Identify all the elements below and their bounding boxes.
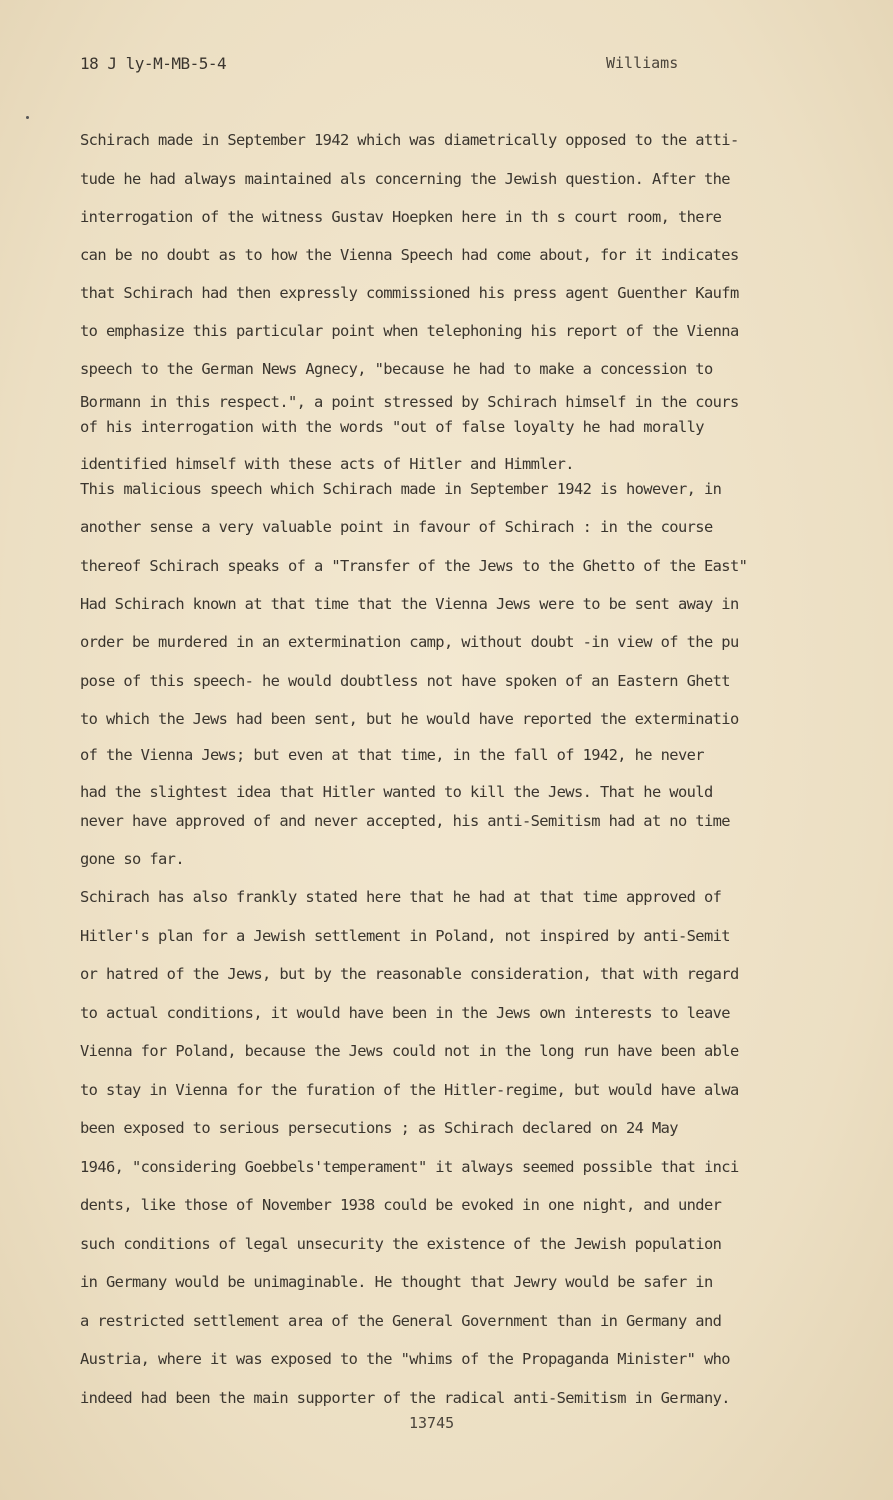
text-line: Vienna for Poland, because the Jews could not in the long run have been able xyxy=(80,1042,739,1060)
text-line: speech to the German News Agnecy, "because he had to make a concession to xyxy=(80,360,713,378)
text-line: such conditions of legal unsecurity the existence of the Jewish population xyxy=(80,1235,722,1253)
text-line: to emphasize this particular point when telephoning his report of the Vienna xyxy=(80,322,739,340)
text-line: can be no doubt as to how the Vienna Speech had come about, for it indicates xyxy=(80,246,739,264)
text-line: Hitler's plan for a Jewish settlement in Poland, not inspired by anti-Semit xyxy=(80,927,730,945)
text-line: been exposed to serious persecutions ; as Schirach declared on 24 May xyxy=(80,1119,678,1137)
text-line: Austria, where it was exposed to the "whims of the Propaganda Minister" who xyxy=(80,1350,730,1368)
text-line: pose of this speech- he would doubtless not have spoken of an Eastern Ghett xyxy=(80,672,730,690)
text-line: interrogation of the witness Gustav Hoepken here in th s court room, there xyxy=(80,208,722,226)
text-line: indeed had been the main supporter of the radical anti-Semitism in Germany. xyxy=(80,1389,730,1407)
text-line: of his interrogation with the words "out of false loyalty he had morally xyxy=(80,418,704,436)
text-line: dents, like those of November 1938 could be evoked in one night, and under xyxy=(80,1196,722,1214)
text-line: Schirach made in September 1942 which was diametrically opposed to the atti- xyxy=(80,131,739,149)
text-line: tude he had always maintained als concerning the Jewish question. After the xyxy=(80,170,730,188)
text-line: Schirach has also frankly stated here that he had at that time approved of xyxy=(80,888,722,906)
text-line: to which the Jews had been sent, but he would have reported the exterminatio xyxy=(80,710,739,728)
text-line: identified himself with these acts of Hitler and Himmler. xyxy=(80,455,574,473)
margin-mark xyxy=(26,116,29,119)
text-line: that Schirach had then expressly commissioned his press agent Guenther Kaufm xyxy=(80,284,739,302)
text-line: to stay in Vienna for the furation of the Hitler-regime, but would have alwa xyxy=(80,1081,739,1099)
text-line: Bormann in this respect.", a point stressed by Schirach himself in the cours xyxy=(80,393,739,411)
text-line: Had Schirach known at that time that the Vienna Jews were to be sent away in xyxy=(80,595,739,613)
text-line: in Germany would be unimaginable. He thought that Jewry would be safer in xyxy=(80,1273,713,1291)
text-line: to actual conditions, it would have been in the Jews own interests to leave xyxy=(80,1004,730,1022)
text-line: thereof Schirach speaks of a "Transfer of the Jews to the Ghetto of the East" xyxy=(80,557,748,575)
text-line: This malicious speech which Schirach made in September 1942 is however, in xyxy=(80,480,722,498)
speaker-name: Williams xyxy=(606,54,679,72)
text-line: of the Vienna Jews; but even at that time, in the fall of 1942, he never xyxy=(80,746,704,764)
text-line: gone so far. xyxy=(80,850,184,868)
text-line: or hatred of the Jews, but by the reasonable consideration, that with regard xyxy=(80,965,739,983)
page-number: 13745 xyxy=(409,1414,455,1432)
text-line: never have approved of and never accepted, his anti-Semitism had at no time xyxy=(80,812,730,830)
text-line: another sense a very valuable point in favour of Schirach : in the course xyxy=(80,518,713,536)
document-reference: 18 J ly-M-MB-5-4 xyxy=(80,54,227,73)
text-line: had the slightest idea that Hitler wanted to kill the Jews. That he would xyxy=(80,783,713,801)
text-line: order be murdered in an extermination camp, without doubt -in view of the pu xyxy=(80,633,739,651)
text-line: a restricted settlement area of the General Government than in Germany and xyxy=(80,1312,722,1330)
text-line: 1946, "considering Goebbels'temperament" it always seemed possible that inci xyxy=(80,1158,739,1176)
